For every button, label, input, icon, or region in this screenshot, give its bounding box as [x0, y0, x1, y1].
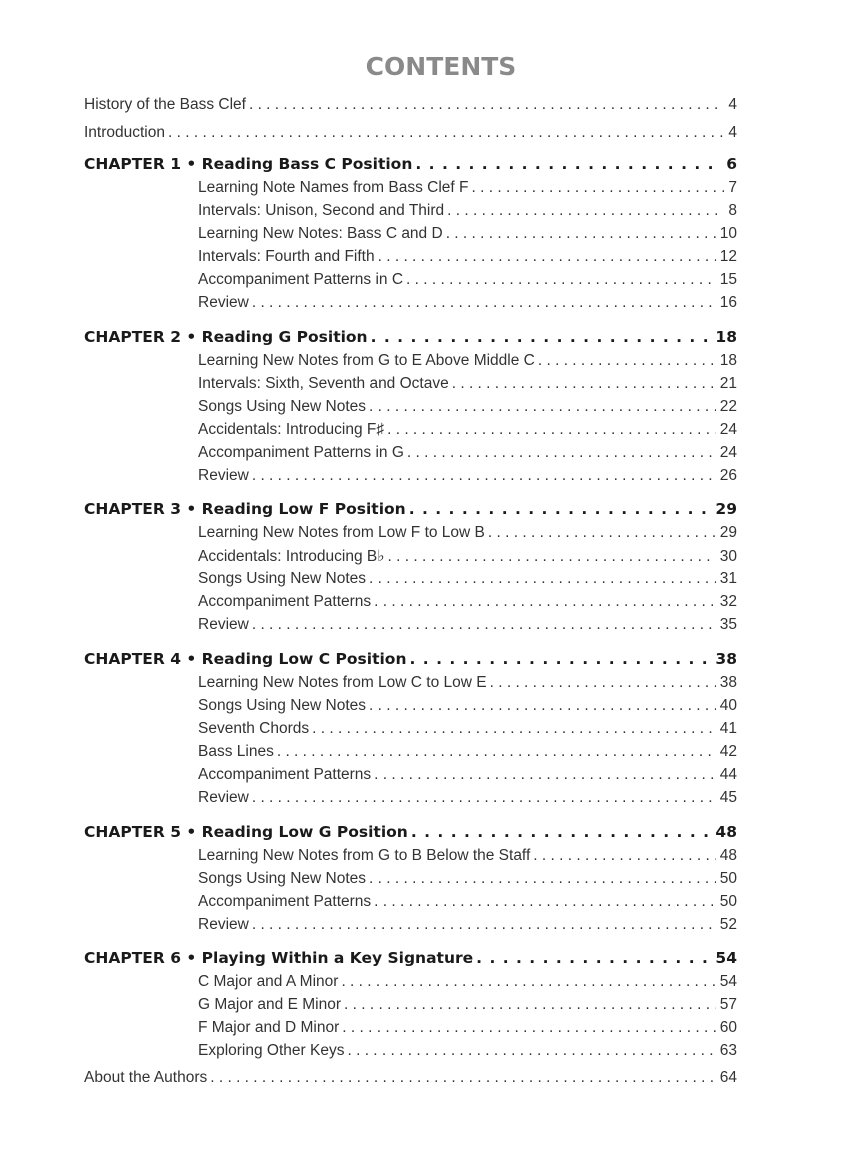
dot-leader [252, 616, 716, 634]
dot-leader [447, 202, 724, 220]
section-page: 42 [719, 743, 737, 760]
dot-leader [252, 789, 716, 807]
dot-leader [277, 743, 716, 761]
dot-leader [476, 949, 711, 967]
dot-leader [371, 328, 712, 346]
section-page: 50 [719, 870, 737, 887]
dot-leader [347, 1042, 715, 1060]
toc-chapter-6[interactable] [84, 949, 737, 967]
section-label: Review [198, 916, 249, 933]
dot-leader [249, 96, 724, 114]
toc-entry-history-of-bass-clef[interactable] [84, 96, 737, 114]
toc-section[interactable] [198, 789, 737, 807]
toc-section[interactable] [198, 1042, 737, 1060]
dot-leader [446, 225, 716, 243]
toc-section[interactable] [198, 444, 737, 462]
toc-entry-page: 4 [728, 124, 737, 141]
section-page: 7 [728, 179, 737, 196]
chapter-label: CHAPTER 5 • Reading Low G Position [84, 823, 408, 841]
toc-section[interactable] [198, 674, 737, 692]
toc-section[interactable] [198, 916, 737, 934]
dot-leader [168, 124, 724, 142]
dot-leader [374, 766, 716, 784]
section-label: Learning New Notes from G to E Above Middle C [198, 352, 535, 369]
section-page: 30 [719, 548, 737, 565]
dot-leader [210, 1069, 716, 1087]
section-page: 21 [719, 375, 737, 392]
toc-section[interactable] [198, 524, 737, 542]
toc-chapter-3[interactable] [84, 500, 737, 518]
section-page: 24 [719, 444, 737, 461]
section-page: 32 [719, 593, 737, 610]
section-label: Bass Lines [198, 743, 274, 760]
section-page: 57 [719, 996, 737, 1013]
chapter-label: CHAPTER 2 • Reading G Position [84, 328, 368, 346]
chapter-page: 6 [726, 155, 737, 173]
chapter-page: 18 [715, 328, 737, 346]
toc-entry-label: About the Authors [84, 1069, 208, 1086]
chapter-label: CHAPTER 4 • Reading Low C Position [84, 650, 407, 668]
toc-section[interactable] [198, 973, 737, 991]
dot-leader [369, 870, 716, 888]
chapter-page: 48 [715, 823, 737, 841]
dot-leader [369, 398, 716, 416]
toc-section[interactable] [198, 570, 737, 588]
dot-leader [374, 593, 716, 611]
section-label: Learning Note Names from Bass Clef F [198, 179, 469, 196]
toc-entry-page: 4 [728, 96, 737, 113]
toc-section[interactable] [198, 179, 737, 197]
dot-leader [410, 650, 712, 668]
chapter-page: 29 [715, 500, 737, 518]
toc-section[interactable] [198, 375, 737, 393]
section-label: Review [198, 616, 249, 633]
section-page: 60 [719, 1019, 737, 1036]
dot-leader [472, 179, 725, 197]
toc-section[interactable] [198, 248, 737, 266]
dot-leader [452, 375, 716, 393]
toc-section[interactable] [198, 398, 737, 416]
dot-leader [252, 467, 716, 485]
chapter-label: CHAPTER 3 • Reading Low F Position [84, 500, 406, 518]
toc-section[interactable] [198, 870, 737, 888]
section-label: Intervals: Unison, Second and Third [198, 202, 445, 219]
toc-section[interactable] [198, 352, 737, 370]
section-page: 63 [719, 1042, 737, 1059]
section-label: Accompaniment Patterns in G [198, 444, 404, 461]
section-page: 50 [719, 893, 737, 910]
dot-leader [341, 973, 715, 991]
section-page: 45 [719, 789, 737, 806]
section-label: Intervals: Fourth and Fifth [198, 248, 375, 265]
section-label: Accidentals: Introducing B♭ [198, 548, 385, 565]
section-page: 16 [719, 294, 737, 311]
dot-leader [369, 570, 716, 588]
section-label: Review [198, 294, 249, 311]
section-page: 52 [719, 916, 737, 933]
section-page: 15 [719, 271, 737, 288]
section-page: 38 [719, 674, 737, 691]
dot-leader [252, 916, 716, 934]
dot-leader [407, 444, 716, 462]
dot-leader [409, 500, 712, 518]
section-page: 35 [719, 616, 737, 633]
section-page: 26 [719, 467, 737, 484]
section-label: Intervals: Sixth, Seventh and Octave [198, 375, 449, 392]
section-page: 41 [719, 720, 737, 737]
toc-entry-label: History of the Bass Clef [84, 96, 246, 113]
dot-leader [533, 847, 715, 865]
dot-leader [342, 1019, 715, 1037]
toc-section[interactable] [198, 697, 737, 715]
toc-entry-page: 64 [719, 1069, 737, 1086]
section-page: 18 [719, 352, 737, 369]
toc-chapter-1[interactable] [84, 155, 737, 173]
section-page: 48 [719, 847, 737, 864]
section-page: 12 [719, 248, 737, 265]
section-label: Learning New Notes from G to B Below the Staff [198, 847, 531, 864]
toc-section[interactable] [198, 743, 737, 761]
section-page: 24 [719, 421, 737, 438]
dot-leader [406, 271, 716, 289]
section-page: 10 [719, 225, 737, 242]
toc-section[interactable] [198, 593, 737, 611]
toc-section[interactable] [198, 225, 737, 243]
toc-section[interactable] [198, 547, 737, 566]
section-label: Review [198, 467, 249, 484]
toc-entry-label: Introduction [84, 124, 165, 141]
toc-section[interactable] [198, 1019, 737, 1037]
section-page: 31 [719, 570, 737, 587]
toc-entry-introduction[interactable] [84, 124, 737, 142]
section-label: G Major and E Minor [198, 996, 341, 1013]
section-label: Learning New Notes from Low C to Low E [198, 674, 487, 691]
section-page: 44 [719, 766, 737, 783]
section-label: Learning New Notes from Low F to Low B [198, 524, 485, 541]
dot-leader [252, 294, 716, 312]
chapter-label: CHAPTER 1 • Reading Bass C Position [84, 155, 413, 173]
chapter-page: 38 [715, 650, 737, 668]
section-page: 29 [719, 524, 737, 541]
toc-section[interactable] [198, 996, 737, 1014]
dot-leader [374, 893, 716, 911]
section-label: Seventh Chords [198, 720, 310, 737]
toc-section[interactable] [198, 893, 737, 911]
section-page: 54 [719, 973, 737, 990]
section-label: Accompaniment Patterns in C [198, 271, 404, 288]
section-label: F Major and D Minor [198, 1019, 340, 1036]
chapter-page: 54 [715, 949, 737, 967]
section-label: Songs Using New Notes [198, 398, 366, 415]
toc-entry-about-the-authors[interactable] [84, 1069, 737, 1087]
section-page: 22 [719, 398, 737, 415]
dot-leader [378, 248, 716, 266]
section-label: Accidentals: Introducing F♯ [198, 421, 385, 438]
toc-chapter-5[interactable] [84, 823, 737, 841]
toc-section[interactable] [198, 421, 737, 439]
dot-leader [344, 996, 716, 1014]
dot-leader [488, 524, 716, 542]
section-label: Songs Using New Notes [198, 870, 366, 887]
section-label: Review [198, 789, 249, 806]
toc-section[interactable] [198, 467, 737, 485]
section-label: Exploring Other Keys [198, 1042, 345, 1059]
section-label: Accompaniment Patterns [198, 893, 372, 910]
section-label: Songs Using New Notes [198, 570, 366, 587]
section-page: 8 [728, 202, 737, 219]
dot-leader [388, 548, 716, 566]
toc-section[interactable] [198, 616, 737, 634]
section-label: Songs Using New Notes [198, 697, 366, 714]
dot-leader [411, 823, 712, 841]
section-page: 40 [719, 697, 737, 714]
section-label: Accompaniment Patterns [198, 766, 372, 783]
toc-section[interactable] [198, 294, 737, 312]
toc-section[interactable] [198, 720, 737, 738]
toc-section[interactable] [198, 847, 737, 865]
section-label: Accompaniment Patterns [198, 593, 372, 610]
dot-leader [415, 155, 722, 173]
section-label: C Major and A Minor [198, 973, 339, 990]
dot-leader [387, 421, 716, 439]
toc-chapter-2[interactable] [84, 328, 737, 346]
dot-leader [369, 697, 716, 715]
toc-section[interactable] [198, 271, 737, 289]
page-title: CONTENTS [365, 52, 517, 81]
dot-leader [538, 352, 716, 370]
dot-leader [490, 674, 716, 692]
toc-chapter-4[interactable] [84, 650, 737, 668]
chapter-label: CHAPTER 6 • Playing Within a Key Signature [84, 949, 474, 967]
toc-section[interactable] [198, 766, 737, 784]
dot-leader [312, 720, 716, 738]
toc-section[interactable] [198, 202, 737, 220]
section-label: Learning New Notes: Bass C and D [198, 225, 443, 242]
